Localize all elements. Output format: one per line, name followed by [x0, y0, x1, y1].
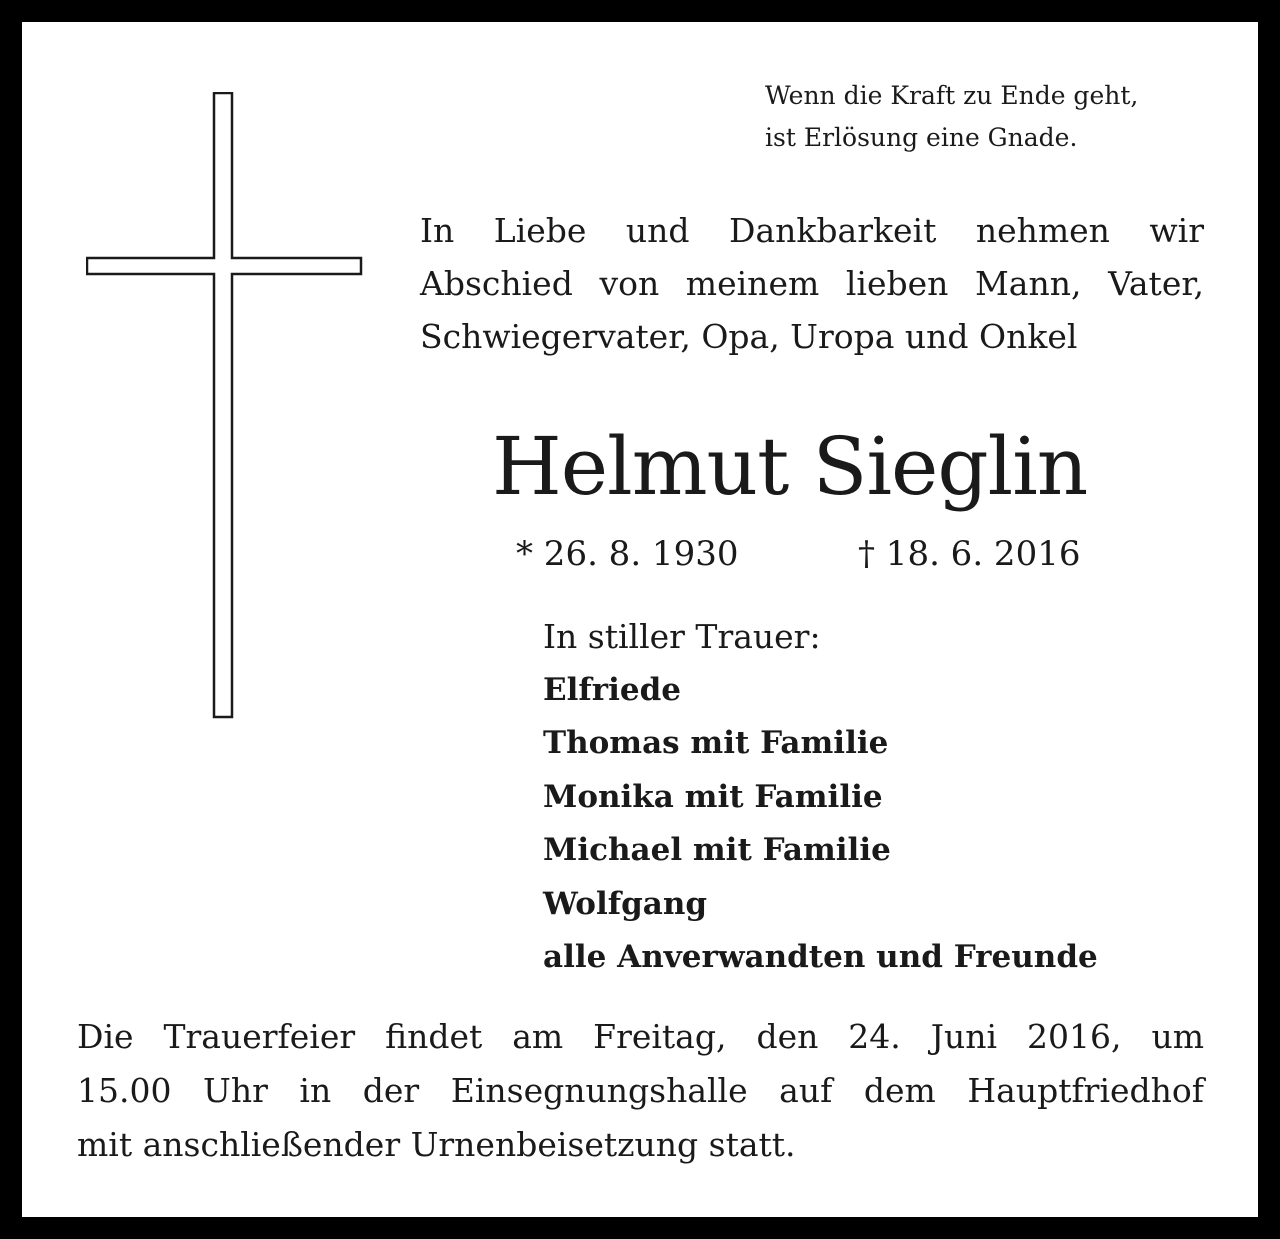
motto-quote [765, 75, 1138, 159]
deceased-name: Helmut Sieglin [492, 420, 1088, 513]
motto-line: Wenn die Kraft zu Ende geht, [765, 81, 1139, 110]
death-date: † 18. 6. 2016 [858, 534, 1081, 574]
mourner-name: Michael mit Familie [543, 832, 891, 868]
ceremony-line: Die Trauerfeier findet am Freitag, den 24. Juni 2016, um [77, 1017, 1204, 1056]
intro-text [420, 204, 1204, 363]
motto-line: ist Erlösung eine Gnade. [765, 123, 1078, 152]
obituary-notice [22, 22, 1258, 1217]
cross-icon [86, 92, 366, 726]
mourner-name: alle Anverwandten und Freunde [543, 939, 1098, 975]
ceremony-info [77, 1010, 1204, 1172]
intro-line: In Liebe und Dankbarkeit nehmen wir [420, 211, 1204, 250]
mourner-name: Thomas mit Familie [543, 725, 889, 761]
mourning-label: In stiller Trauer: [543, 617, 821, 656]
intro-line: Abschied von meinem lieben Mann, Vater, [420, 264, 1204, 303]
ceremony-line: 15.00 Uhr in der Einsegnungshalle auf dem Hauptfriedhof [77, 1071, 1204, 1110]
mourner-name: Elfriede [543, 671, 681, 708]
mourner-name: Monika mit Familie [543, 778, 883, 815]
intro-line: Schwiegervater, Opa, Uropa und Onkel [420, 317, 1078, 356]
birth-date: * 26. 8. 1930 [516, 534, 739, 574]
mourner-name: Wolfgang [543, 885, 708, 922]
mourners-list [543, 610, 1098, 985]
ceremony-line: mit anschließender Urnenbeisetzung statt. [77, 1125, 796, 1164]
